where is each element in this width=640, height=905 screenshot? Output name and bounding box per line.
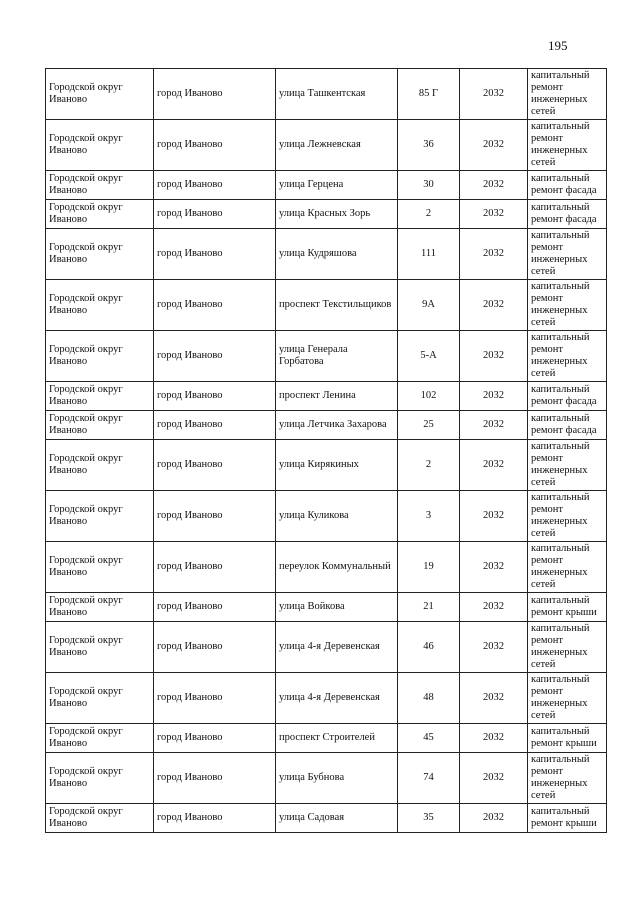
- house-number-cell: 102: [398, 382, 460, 411]
- work-type-cell: капитальный ремонт инженерных сетей: [528, 673, 607, 724]
- city-cell: город Иваново: [154, 440, 276, 491]
- city-cell: город Иваново: [154, 229, 276, 280]
- street-cell: переулок Коммунальный: [276, 542, 398, 593]
- year-cell: 2032: [460, 622, 528, 673]
- house-number-cell: 2: [398, 440, 460, 491]
- work-type-cell: капитальный ремонт фасада: [528, 382, 607, 411]
- municipality-cell: Городской округ Иваново: [46, 491, 154, 542]
- city-cell: город Иваново: [154, 673, 276, 724]
- street-cell: улица Лежневская: [276, 120, 398, 171]
- house-number-cell: 35: [398, 804, 460, 833]
- house-number-cell: 36: [398, 120, 460, 171]
- house-number-cell: 74: [398, 753, 460, 804]
- city-cell: город Иваново: [154, 491, 276, 542]
- table-row: [46, 440, 607, 491]
- table-row: [46, 491, 607, 542]
- table-row: [46, 382, 607, 411]
- city-cell: город Иваново: [154, 331, 276, 382]
- year-cell: 2032: [460, 331, 528, 382]
- year-cell: 2032: [460, 411, 528, 440]
- municipality-cell: Городской округ Иваново: [46, 120, 154, 171]
- house-number-cell: 30: [398, 171, 460, 200]
- municipality-cell: Городской округ Иваново: [46, 382, 154, 411]
- table-row: [46, 593, 607, 622]
- house-number-cell: 85 Г: [398, 69, 460, 120]
- work-type-cell: капитальный ремонт инженерных сетей: [528, 331, 607, 382]
- municipality-cell: Городской округ Иваново: [46, 673, 154, 724]
- year-cell: 2032: [460, 542, 528, 593]
- house-number-cell: 48: [398, 673, 460, 724]
- table-row: [46, 69, 607, 120]
- table-row: [46, 411, 607, 440]
- municipality-cell: Городской округ Иваново: [46, 200, 154, 229]
- municipality-cell: Городской округ Иваново: [46, 724, 154, 753]
- year-cell: 2032: [460, 229, 528, 280]
- house-number-cell: 21: [398, 593, 460, 622]
- house-number-cell: 2: [398, 200, 460, 229]
- table-body: [46, 69, 607, 833]
- work-type-cell: капитальный ремонт инженерных сетей: [528, 69, 607, 120]
- house-number-cell: 9А: [398, 280, 460, 331]
- street-cell: проспект Строителей: [276, 724, 398, 753]
- table-row: [46, 804, 607, 833]
- year-cell: 2032: [460, 804, 528, 833]
- table-row: [46, 542, 607, 593]
- work-type-cell: капитальный ремонт фасада: [528, 171, 607, 200]
- city-cell: город Иваново: [154, 724, 276, 753]
- city-cell: город Иваново: [154, 280, 276, 331]
- house-number-cell: 45: [398, 724, 460, 753]
- table-row: [46, 171, 607, 200]
- street-cell: улица Герцена: [276, 171, 398, 200]
- work-type-cell: капитальный ремонт инженерных сетей: [528, 280, 607, 331]
- city-cell: город Иваново: [154, 69, 276, 120]
- street-cell: улица Кирякиных: [276, 440, 398, 491]
- street-cell: улица Ташкентская: [276, 69, 398, 120]
- table-row: [46, 120, 607, 171]
- city-cell: город Иваново: [154, 753, 276, 804]
- municipality-cell: Городской округ Иваново: [46, 171, 154, 200]
- municipality-cell: Городской округ Иваново: [46, 440, 154, 491]
- work-type-cell: капитальный ремонт инженерных сетей: [528, 229, 607, 280]
- municipality-cell: Городской округ Иваново: [46, 542, 154, 593]
- house-number-cell: 19: [398, 542, 460, 593]
- work-type-cell: капитальный ремонт инженерных сетей: [528, 491, 607, 542]
- street-cell: проспект Текстильщиков: [276, 280, 398, 331]
- work-type-cell: капитальный ремонт инженерных сетей: [528, 753, 607, 804]
- city-cell: город Иваново: [154, 200, 276, 229]
- year-cell: 2032: [460, 280, 528, 331]
- year-cell: 2032: [460, 673, 528, 724]
- year-cell: 2032: [460, 440, 528, 491]
- year-cell: 2032: [460, 491, 528, 542]
- city-cell: город Иваново: [154, 382, 276, 411]
- repair-schedule-table: [45, 68, 607, 833]
- municipality-cell: Городской округ Иваново: [46, 804, 154, 833]
- city-cell: город Иваново: [154, 411, 276, 440]
- work-type-cell: капитальный ремонт фасада: [528, 200, 607, 229]
- table-row: [46, 622, 607, 673]
- city-cell: город Иваново: [154, 804, 276, 833]
- year-cell: 2032: [460, 69, 528, 120]
- municipality-cell: Городской округ Иваново: [46, 69, 154, 120]
- table-row: [46, 280, 607, 331]
- table-row: [46, 331, 607, 382]
- year-cell: 2032: [460, 593, 528, 622]
- house-number-cell: 111: [398, 229, 460, 280]
- work-type-cell: капитальный ремонт крыши: [528, 804, 607, 833]
- street-cell: проспект Ленина: [276, 382, 398, 411]
- street-cell: улица Куликова: [276, 491, 398, 542]
- municipality-cell: Городской округ Иваново: [46, 753, 154, 804]
- work-type-cell: капитальный ремонт инженерных сетей: [528, 622, 607, 673]
- municipality-cell: Городской округ Иваново: [46, 331, 154, 382]
- page-number: 195: [548, 38, 568, 53]
- table-row: [46, 200, 607, 229]
- table-row: [46, 673, 607, 724]
- street-cell: улица Войкова: [276, 593, 398, 622]
- municipality-cell: Городской округ Иваново: [46, 593, 154, 622]
- city-cell: город Иваново: [154, 120, 276, 171]
- street-cell: улица Садовая: [276, 804, 398, 833]
- municipality-cell: Городской округ Иваново: [46, 280, 154, 331]
- city-cell: город Иваново: [154, 593, 276, 622]
- year-cell: 2032: [460, 724, 528, 753]
- street-cell: улица Красных Зорь: [276, 200, 398, 229]
- house-number-cell: 46: [398, 622, 460, 673]
- house-number-cell: 3: [398, 491, 460, 542]
- house-number-cell: 5-А: [398, 331, 460, 382]
- year-cell: 2032: [460, 382, 528, 411]
- year-cell: 2032: [460, 753, 528, 804]
- house-number-cell: 25: [398, 411, 460, 440]
- city-cell: город Иваново: [154, 171, 276, 200]
- work-type-cell: капитальный ремонт инженерных сетей: [528, 542, 607, 593]
- work-type-cell: капитальный ремонт крыши: [528, 724, 607, 753]
- municipality-cell: Городской округ Иваново: [46, 622, 154, 673]
- work-type-cell: капитальный ремонт инженерных сетей: [528, 440, 607, 491]
- street-cell: улица Кудряшова: [276, 229, 398, 280]
- street-cell: улица Бубнова: [276, 753, 398, 804]
- table-row: [46, 724, 607, 753]
- city-cell: город Иваново: [154, 622, 276, 673]
- municipality-cell: Городской округ Иваново: [46, 411, 154, 440]
- street-cell: улица 4-я Деревенская: [276, 622, 398, 673]
- street-cell: улица Генерала Горбатова: [276, 331, 398, 382]
- work-type-cell: капитальный ремонт крыши: [528, 593, 607, 622]
- table-row: [46, 229, 607, 280]
- work-type-cell: капитальный ремонт инженерных сетей: [528, 120, 607, 171]
- street-cell: улица 4-я Деревенская: [276, 673, 398, 724]
- year-cell: 2032: [460, 200, 528, 229]
- street-cell: улица Летчика Захарова: [276, 411, 398, 440]
- year-cell: 2032: [460, 171, 528, 200]
- work-type-cell: капитальный ремонт фасада: [528, 411, 607, 440]
- table-row: [46, 753, 607, 804]
- city-cell: город Иваново: [154, 542, 276, 593]
- municipality-cell: Городской округ Иваново: [46, 229, 154, 280]
- year-cell: 2032: [460, 120, 528, 171]
